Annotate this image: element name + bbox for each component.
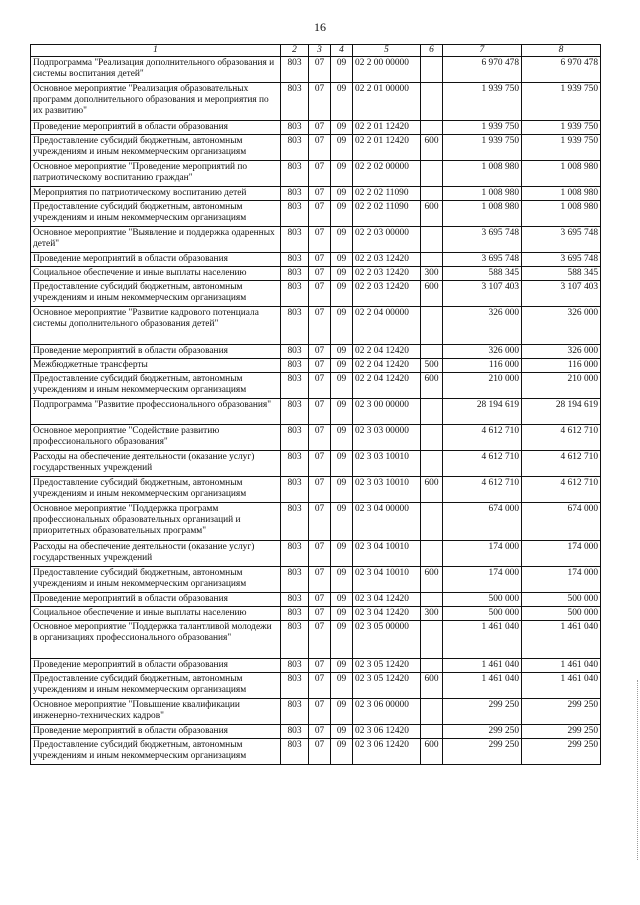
row-code-ministry: 803 <box>281 477 309 503</box>
row-code-subsection: 09 <box>331 659 353 673</box>
row-code-ministry: 803 <box>281 373 309 399</box>
row-value-year1: 6 970 478 <box>443 57 522 83</box>
row-code-subsection: 09 <box>331 345 353 359</box>
row-name: Проведение мероприятий в области образования <box>31 253 281 267</box>
row-code-ministry: 803 <box>281 673 309 699</box>
row-value-year1: 299 250 <box>443 699 522 725</box>
row-code-section: 07 <box>309 425 331 451</box>
row-code-expense-type: 300 <box>421 607 443 621</box>
row-code-section: 07 <box>309 253 331 267</box>
row-code-expense-type: 300 <box>421 267 443 281</box>
row-code-expense-type: 600 <box>421 201 443 227</box>
row-code-section: 07 <box>309 345 331 359</box>
table-row <box>31 135 601 161</box>
row-value-year2: 28 194 619 <box>522 399 601 425</box>
row-code-subsection: 09 <box>331 359 353 373</box>
row-code-expense-type: 600 <box>421 567 443 593</box>
row-name: Расходы на обеспечение деятельности (оказание услуг) государственных учреждений <box>31 541 281 567</box>
column-header: 8 <box>522 45 601 57</box>
row-code-section: 07 <box>309 399 331 425</box>
row-code-subsection: 09 <box>331 161 353 187</box>
row-value-year2: 1 939 750 <box>522 83 601 121</box>
row-value-year1: 299 250 <box>443 725 522 739</box>
row-code-ministry: 803 <box>281 187 309 201</box>
row-code-subsection: 09 <box>331 307 353 345</box>
row-code-target: 02 3 04 00000 <box>353 503 421 541</box>
row-name: Проведение мероприятий в области образования <box>31 659 281 673</box>
row-value-year1: 1 461 040 <box>443 621 522 659</box>
row-value-year1: 210 000 <box>443 373 522 399</box>
row-code-target: 02 2 03 00000 <box>353 227 421 253</box>
table-row <box>31 451 601 477</box>
table-row <box>31 673 601 699</box>
row-code-section: 07 <box>309 121 331 135</box>
row-code-section: 07 <box>309 57 331 83</box>
row-code-subsection: 09 <box>331 267 353 281</box>
row-name: Подпрограмма "Развитие профессионального образования" <box>31 399 281 425</box>
row-code-section: 07 <box>309 699 331 725</box>
table-row <box>31 227 601 253</box>
row-code-expense-type <box>421 345 443 359</box>
row-code-target: 02 2 02 00000 <box>353 161 421 187</box>
row-value-year2: 299 250 <box>522 739 601 765</box>
row-code-ministry: 803 <box>281 621 309 659</box>
row-code-section: 07 <box>309 477 331 503</box>
table-row <box>31 477 601 503</box>
row-value-year2: 588 345 <box>522 267 601 281</box>
row-code-ministry: 803 <box>281 541 309 567</box>
table-row <box>31 503 601 541</box>
table-row <box>31 541 601 567</box>
row-code-subsection: 09 <box>331 673 353 699</box>
row-code-ministry: 803 <box>281 399 309 425</box>
row-code-target: 02 3 03 00000 <box>353 425 421 451</box>
row-code-ministry: 803 <box>281 201 309 227</box>
row-code-target: 02 3 05 12420 <box>353 659 421 673</box>
row-code-expense-type <box>421 253 443 267</box>
row-code-target: 02 3 04 12420 <box>353 607 421 621</box>
row-code-ministry: 803 <box>281 659 309 673</box>
row-code-ministry: 803 <box>281 359 309 373</box>
row-code-ministry: 803 <box>281 739 309 765</box>
table-row <box>31 373 601 399</box>
row-name: Предоставление субсидий бюджетным, автономным учреждениям и иным некоммерческим организациям <box>31 567 281 593</box>
row-code-subsection: 09 <box>331 621 353 659</box>
row-code-subsection: 09 <box>331 451 353 477</box>
table-row <box>31 267 601 281</box>
row-name: Предоставление субсидий бюджетным, автономным учреждениям и иным некоммерческим организациям <box>31 739 281 765</box>
row-code-section: 07 <box>309 307 331 345</box>
row-code-target: 02 3 04 10010 <box>353 541 421 567</box>
row-code-expense-type <box>421 699 443 725</box>
row-code-target: 02 2 02 11090 <box>353 201 421 227</box>
row-code-section: 07 <box>309 83 331 121</box>
row-value-year1: 1 008 980 <box>443 161 522 187</box>
row-code-section: 07 <box>309 739 331 765</box>
row-code-expense-type <box>421 121 443 135</box>
row-value-year2: 500 000 <box>522 607 601 621</box>
row-code-expense-type <box>421 621 443 659</box>
row-code-section: 07 <box>309 201 331 227</box>
table-row <box>31 425 601 451</box>
row-value-year1: 588 345 <box>443 267 522 281</box>
row-code-ministry: 803 <box>281 253 309 267</box>
row-value-year2: 1 461 040 <box>522 673 601 699</box>
row-code-ministry: 803 <box>281 451 309 477</box>
row-code-section: 07 <box>309 607 331 621</box>
row-value-year2: 4 612 710 <box>522 425 601 451</box>
row-value-year1: 500 000 <box>443 593 522 607</box>
page-number: 16 <box>314 20 326 34</box>
row-code-section: 07 <box>309 227 331 253</box>
row-code-target: 02 3 06 12420 <box>353 739 421 765</box>
row-code-section: 07 <box>309 725 331 739</box>
table-row <box>31 253 601 267</box>
row-code-target: 02 3 00 00000 <box>353 399 421 425</box>
row-name: Проведение мероприятий в области образования <box>31 593 281 607</box>
row-value-year2: 1 008 980 <box>522 161 601 187</box>
row-code-expense-type <box>421 227 443 253</box>
row-code-target: 02 2 04 12420 <box>353 345 421 359</box>
row-value-year1: 28 194 619 <box>443 399 522 425</box>
row-code-subsection: 09 <box>331 699 353 725</box>
row-code-subsection: 09 <box>331 253 353 267</box>
row-value-year1: 116 000 <box>443 359 522 373</box>
row-value-year2: 4 612 710 <box>522 451 601 477</box>
row-name: Основное мероприятие "Повышение квалификации инженерно-технических кадров" <box>31 699 281 725</box>
row-value-year1: 4 612 710 <box>443 451 522 477</box>
row-code-expense-type: 500 <box>421 359 443 373</box>
row-code-section: 07 <box>309 621 331 659</box>
row-code-target: 02 2 01 12420 <box>353 121 421 135</box>
row-value-year1: 1 461 040 <box>443 673 522 699</box>
table-row <box>31 399 601 425</box>
row-value-year1: 500 000 <box>443 607 522 621</box>
row-value-year1: 299 250 <box>443 739 522 765</box>
table-row <box>31 607 601 621</box>
row-code-target: 02 3 05 00000 <box>353 621 421 659</box>
row-code-expense-type <box>421 725 443 739</box>
row-code-target: 02 2 04 12420 <box>353 373 421 399</box>
row-code-ministry: 803 <box>281 83 309 121</box>
row-name: Основное мероприятие "Содействие развитию профессионального образования" <box>31 425 281 451</box>
row-code-target: 02 2 00 00000 <box>353 57 421 83</box>
column-header: 4 <box>331 45 353 57</box>
row-code-expense-type <box>421 83 443 121</box>
row-value-year1: 3 107 403 <box>443 281 522 307</box>
row-value-year2: 1 008 980 <box>522 201 601 227</box>
row-code-target: 02 2 02 11090 <box>353 187 421 201</box>
row-code-ministry: 803 <box>281 699 309 725</box>
row-code-expense-type: 600 <box>421 739 443 765</box>
row-code-ministry: 803 <box>281 267 309 281</box>
row-code-expense-type <box>421 541 443 567</box>
table-row <box>31 659 601 673</box>
row-value-year1: 1 461 040 <box>443 659 522 673</box>
row-value-year2: 210 000 <box>522 373 601 399</box>
row-code-target: 02 2 03 12420 <box>353 281 421 307</box>
row-value-year2: 1 939 750 <box>522 135 601 161</box>
row-code-section: 07 <box>309 541 331 567</box>
row-value-year2: 1 939 750 <box>522 121 601 135</box>
column-header: 3 <box>309 45 331 57</box>
table-row <box>31 307 601 345</box>
row-name: Социальное обеспечение и иные выплаты населению <box>31 607 281 621</box>
row-code-subsection: 09 <box>331 503 353 541</box>
table-row <box>31 161 601 187</box>
row-code-section: 07 <box>309 359 331 373</box>
row-name: Предоставление субсидий бюджетным, автономным учреждениям и иным некоммерческим организациям <box>31 281 281 307</box>
row-code-subsection: 09 <box>331 57 353 83</box>
row-name: Предоставление субсидий бюджетным, автономным учреждениям и иным некоммерческим организациям <box>31 201 281 227</box>
row-name: Проведение мероприятий в области образования <box>31 121 281 135</box>
row-name: Основное мероприятие "Поддержка талантливой молодежи в организациях профессионального образования" <box>31 621 281 659</box>
row-code-subsection: 09 <box>331 593 353 607</box>
row-code-target: 02 2 04 00000 <box>353 307 421 345</box>
row-value-year2: 1 461 040 <box>522 621 601 659</box>
row-code-subsection: 09 <box>331 201 353 227</box>
row-code-ministry: 803 <box>281 593 309 607</box>
row-name: Предоставление субсидий бюджетным, автономным учреждениям и иным некоммерческим организациям <box>31 135 281 161</box>
row-name: Основное мероприятие "Реализация образовательных программ дополнительного образования и мероприятия по их развитию" <box>31 83 281 121</box>
row-code-expense-type: 600 <box>421 135 443 161</box>
row-code-subsection: 09 <box>331 187 353 201</box>
row-code-section: 07 <box>309 281 331 307</box>
row-name: Расходы на обеспечение деятельности (оказание услуг) государственных учреждений <box>31 451 281 477</box>
row-code-ministry: 803 <box>281 57 309 83</box>
header-row <box>31 45 601 57</box>
row-code-ministry: 803 <box>281 345 309 359</box>
row-name: Проведение мероприятий в области образования <box>31 345 281 359</box>
row-code-subsection: 09 <box>331 227 353 253</box>
table-row <box>31 201 601 227</box>
row-code-target: 02 3 03 10010 <box>353 477 421 503</box>
row-value-year1: 326 000 <box>443 345 522 359</box>
row-value-year1: 1 008 980 <box>443 187 522 201</box>
row-code-ministry: 803 <box>281 725 309 739</box>
row-code-ministry: 803 <box>281 135 309 161</box>
budget-table <box>30 44 601 765</box>
row-value-year1: 3 695 748 <box>443 253 522 267</box>
row-value-year2: 500 000 <box>522 593 601 607</box>
row-code-subsection: 09 <box>331 281 353 307</box>
row-code-expense-type: 600 <box>421 373 443 399</box>
row-name: Проведение мероприятий в области образования <box>31 725 281 739</box>
row-code-ministry: 803 <box>281 121 309 135</box>
row-code-target: 02 3 03 10010 <box>353 451 421 477</box>
row-code-section: 07 <box>309 161 331 187</box>
row-code-target: 02 2 01 12420 <box>353 135 421 161</box>
row-code-section: 07 <box>309 373 331 399</box>
row-code-subsection: 09 <box>331 121 353 135</box>
row-name: Подпрограмма "Реализация дополнительного образования и системы воспитания детей" <box>31 57 281 83</box>
row-value-year1: 4 612 710 <box>443 425 522 451</box>
row-code-ministry: 803 <box>281 227 309 253</box>
row-name: Основное мероприятие "Проведение мероприятий по патриотическому воспитанию граждан" <box>31 161 281 187</box>
row-value-year1: 4 612 710 <box>443 477 522 503</box>
row-code-target: 02 2 04 12420 <box>353 359 421 373</box>
row-name: Межбюджетные трансферты <box>31 359 281 373</box>
row-value-year2: 174 000 <box>522 541 601 567</box>
row-value-year2: 674 000 <box>522 503 601 541</box>
row-code-ministry: 803 <box>281 567 309 593</box>
row-code-section: 07 <box>309 593 331 607</box>
row-code-expense-type <box>421 593 443 607</box>
row-code-subsection: 09 <box>331 739 353 765</box>
row-code-subsection: 09 <box>331 425 353 451</box>
row-code-target: 02 2 03 12420 <box>353 267 421 281</box>
column-header: 5 <box>353 45 421 57</box>
column-header: 2 <box>281 45 309 57</box>
row-code-section: 07 <box>309 187 331 201</box>
row-name: Основное мероприятие "Поддержка программ профессиональных образовательных организаций и приоритетных образовательных программ" <box>31 503 281 541</box>
row-value-year1: 3 695 748 <box>443 227 522 253</box>
row-name: Основное мероприятие "Выявление и поддержка одаренных детей" <box>31 227 281 253</box>
row-value-year2: 299 250 <box>522 725 601 739</box>
table-row <box>31 593 601 607</box>
row-code-target: 02 3 04 12420 <box>353 593 421 607</box>
row-name: Основное мероприятие "Развитие кадрового потенциала системы дополнительного образования детей" <box>31 307 281 345</box>
row-value-year2: 326 000 <box>522 307 601 345</box>
row-value-year2: 3 107 403 <box>522 281 601 307</box>
row-code-target: 02 2 03 12420 <box>353 253 421 267</box>
row-value-year2: 1 008 980 <box>522 187 601 201</box>
row-value-year1: 1 939 750 <box>443 121 522 135</box>
table-row <box>31 281 601 307</box>
column-header: 6 <box>421 45 443 57</box>
row-code-subsection: 09 <box>331 135 353 161</box>
table-row <box>31 121 601 135</box>
table-row <box>31 699 601 725</box>
row-value-year2: 1 461 040 <box>522 659 601 673</box>
row-code-section: 07 <box>309 503 331 541</box>
row-code-expense-type <box>421 425 443 451</box>
table-row <box>31 567 601 593</box>
row-code-expense-type: 600 <box>421 281 443 307</box>
row-value-year2: 326 000 <box>522 345 601 359</box>
row-value-year1: 174 000 <box>443 541 522 567</box>
row-code-expense-type: 600 <box>421 673 443 699</box>
row-code-ministry: 803 <box>281 307 309 345</box>
row-code-target: 02 3 04 10010 <box>353 567 421 593</box>
row-name: Социальное обеспечение и иные выплаты населению <box>31 267 281 281</box>
table-row <box>31 739 601 765</box>
row-code-ministry: 803 <box>281 425 309 451</box>
table-row <box>31 359 601 373</box>
table-row <box>31 57 601 83</box>
row-value-year2: 174 000 <box>522 567 601 593</box>
row-value-year2: 3 695 748 <box>522 227 601 253</box>
row-code-ministry: 803 <box>281 281 309 307</box>
row-name: Предоставление субсидий бюджетным, автономным учреждениям и иным некоммерческим организациям <box>31 477 281 503</box>
row-code-target: 02 3 06 00000 <box>353 699 421 725</box>
row-code-section: 07 <box>309 673 331 699</box>
row-code-section: 07 <box>309 567 331 593</box>
row-code-subsection: 09 <box>331 725 353 739</box>
row-name: Предоставление субсидий бюджетным, автономным учреждениям и иным некоммерческим организациям <box>31 673 281 699</box>
row-code-expense-type <box>421 161 443 187</box>
row-value-year1: 174 000 <box>443 567 522 593</box>
row-code-ministry: 803 <box>281 607 309 621</box>
row-code-subsection: 09 <box>331 83 353 121</box>
row-code-expense-type <box>421 187 443 201</box>
row-code-subsection: 09 <box>331 567 353 593</box>
table-row <box>31 187 601 201</box>
row-code-expense-type <box>421 57 443 83</box>
row-code-subsection: 09 <box>331 541 353 567</box>
row-code-subsection: 09 <box>331 399 353 425</box>
row-code-section: 07 <box>309 135 331 161</box>
table-row <box>31 621 601 659</box>
row-value-year1: 326 000 <box>443 307 522 345</box>
row-code-ministry: 803 <box>281 161 309 187</box>
row-code-expense-type <box>421 399 443 425</box>
row-code-subsection: 09 <box>331 607 353 621</box>
row-value-year1: 1 939 750 <box>443 135 522 161</box>
table-row <box>31 83 601 121</box>
column-header: 7 <box>443 45 522 57</box>
row-value-year2: 6 970 478 <box>522 57 601 83</box>
table-row <box>31 345 601 359</box>
row-code-ministry: 803 <box>281 503 309 541</box>
row-code-expense-type: 600 <box>421 477 443 503</box>
row-name: Мероприятия по патриотическому воспитанию детей <box>31 187 281 201</box>
row-code-subsection: 09 <box>331 373 353 399</box>
row-value-year2: 299 250 <box>522 699 601 725</box>
row-value-year1: 1 008 980 <box>443 201 522 227</box>
row-code-section: 07 <box>309 451 331 477</box>
table-row <box>31 725 601 739</box>
row-value-year2: 116 000 <box>522 359 601 373</box>
row-value-year1: 674 000 <box>443 503 522 541</box>
row-code-expense-type <box>421 451 443 477</box>
row-name: Предоставление субсидий бюджетным, автономным учреждениям и иным некоммерческим организациям <box>31 373 281 399</box>
row-value-year2: 4 612 710 <box>522 477 601 503</box>
row-code-subsection: 09 <box>331 477 353 503</box>
row-code-target: 02 3 06 12420 <box>353 725 421 739</box>
row-code-expense-type <box>421 307 443 345</box>
margin-marks <box>634 680 638 860</box>
row-value-year1: 1 939 750 <box>443 83 522 121</box>
row-code-section: 07 <box>309 659 331 673</box>
row-value-year2: 3 695 748 <box>522 253 601 267</box>
column-header: 1 <box>31 45 281 57</box>
row-code-section: 07 <box>309 267 331 281</box>
row-code-target: 02 2 01 00000 <box>353 83 421 121</box>
row-code-expense-type <box>421 503 443 541</box>
row-code-expense-type <box>421 659 443 673</box>
row-code-target: 02 3 05 12420 <box>353 673 421 699</box>
